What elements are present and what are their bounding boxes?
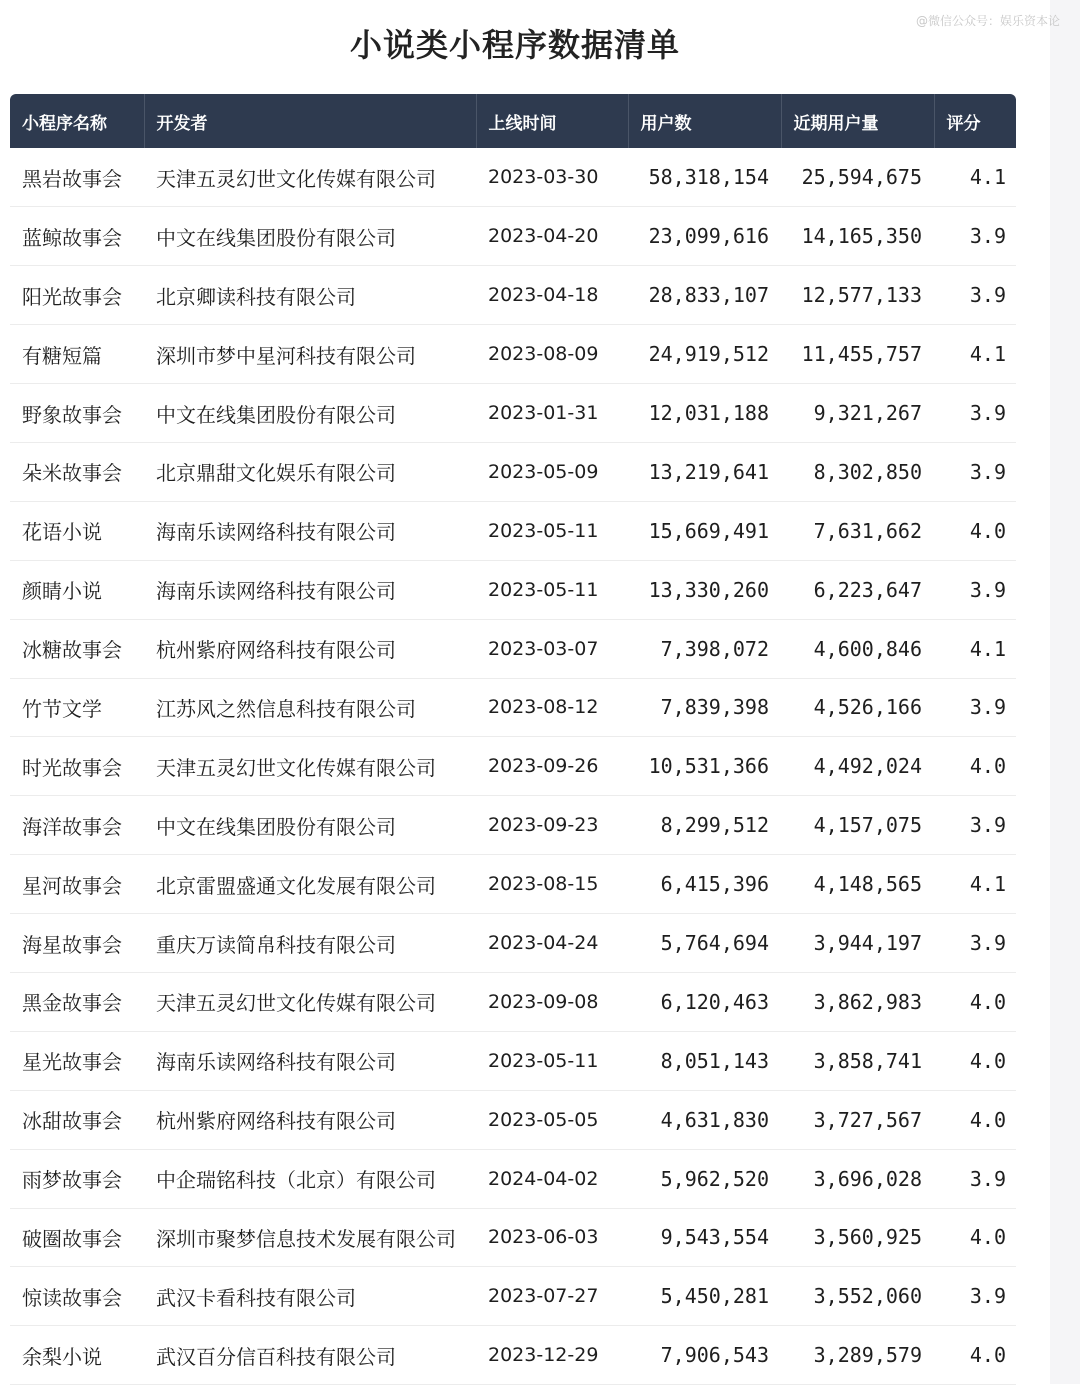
cell-developer: 武汉卡看科技有限公司 xyxy=(156,1285,356,1310)
cell-rating: 4.1 xyxy=(969,165,1006,190)
cell-rating: 4.0 xyxy=(969,989,1006,1014)
cell-users: 28,833,107 xyxy=(648,283,769,308)
cell-developer: 深圳市聚梦信息技术发展有限公司 xyxy=(156,1226,456,1251)
cell-name: 破圈故事会 xyxy=(22,1226,122,1251)
cell-launch-date: 2024-04-02 xyxy=(488,1167,599,1190)
table-row xyxy=(10,1267,1016,1326)
cell-launch-date: 2023-07-27 xyxy=(488,1285,599,1308)
cell-name: 冰甜故事会 xyxy=(22,1109,122,1134)
table-row xyxy=(10,1031,1016,1090)
cell-developer: 天津五灵幻世文化传媒有限公司 xyxy=(156,991,436,1016)
cell-launch-date: 2023-05-11 xyxy=(488,519,599,542)
cell-launch-date: 2023-08-15 xyxy=(488,873,599,896)
cell-launch-date: 2023-09-08 xyxy=(488,990,599,1013)
cell-developer: 中文在线集团股份有限公司 xyxy=(156,225,396,250)
cell-recent-users: 6,223,647 xyxy=(813,577,922,602)
cell-developer: 北京卿读科技有限公司 xyxy=(156,284,356,309)
cell-name: 星河故事会 xyxy=(22,873,122,898)
cell-launch-date: 2023-06-03 xyxy=(488,1226,599,1249)
cell-rating: 3.9 xyxy=(969,283,1006,308)
cell-name: 雨梦故事会 xyxy=(22,1168,122,1193)
cell-rating: 3.9 xyxy=(969,401,1006,425)
cell-users: 5,962,520 xyxy=(660,1166,769,1191)
table-row xyxy=(10,1208,1016,1267)
cell-name: 余梨小说 xyxy=(22,1344,102,1369)
table-row xyxy=(10,1090,1016,1149)
cell-name: 海星故事会 xyxy=(22,932,122,957)
cell-recent-users: 12,577,133 xyxy=(801,283,922,308)
cell-recent-users: 7,631,662 xyxy=(813,518,922,543)
table-row xyxy=(10,1149,1016,1208)
cell-launch-date: 2023-04-18 xyxy=(488,284,599,307)
table-row xyxy=(10,325,1016,384)
cell-developer: 中文在线集团股份有限公司 xyxy=(156,402,396,427)
table-row xyxy=(10,796,1016,855)
cell-recent-users: 4,600,846 xyxy=(813,636,922,661)
cell-developer: 杭州紫府网络科技有限公司 xyxy=(156,1109,396,1134)
cell-recent-users: 8,302,850 xyxy=(813,459,922,484)
cell-name: 蓝鲸故事会 xyxy=(22,225,122,250)
cell-launch-date: 2023-09-26 xyxy=(488,755,599,778)
cell-developer: 江苏风之然信息科技有限公司 xyxy=(156,696,416,721)
cell-name: 黑岩故事会 xyxy=(22,166,122,191)
table-row xyxy=(10,678,1016,737)
cell-users: 8,299,512 xyxy=(660,813,769,838)
cell-rating: 4.0 xyxy=(969,754,1006,779)
cell-rating: 4.0 xyxy=(969,1048,1006,1073)
cell-launch-date: 2023-03-30 xyxy=(488,166,599,189)
table-row xyxy=(10,148,1016,207)
cell-rating: 4.0 xyxy=(969,1225,1006,1250)
cell-recent-users: 4,157,075 xyxy=(813,813,922,838)
header-rating: 评分 xyxy=(946,113,981,134)
data-table-container xyxy=(10,94,1016,1385)
cell-developer: 深圳市梦中星河科技有限公司 xyxy=(156,343,416,368)
cell-recent-users: 3,727,567 xyxy=(813,1107,922,1132)
cell-developer: 北京雷盟盛通文化发展有限公司 xyxy=(156,873,436,898)
cell-recent-users: 3,552,060 xyxy=(813,1284,922,1309)
cell-users: 23,099,616 xyxy=(648,224,769,249)
cell-developer: 海南乐读网络科技有限公司 xyxy=(156,520,396,545)
cell-rating: 3.9 xyxy=(969,931,1006,956)
cell-name: 黑金故事会 xyxy=(22,991,122,1016)
cell-recent-users: 3,560,925 xyxy=(813,1225,922,1250)
cell-users: 58,318,154 xyxy=(648,165,769,190)
cell-recent-users: 4,526,166 xyxy=(813,695,922,720)
data-table xyxy=(10,94,1016,1385)
cell-users: 13,330,260 xyxy=(648,577,769,602)
cell-users: 5,450,281 xyxy=(660,1284,769,1309)
table-row xyxy=(10,207,1016,266)
cell-launch-date: 2023-03-07 xyxy=(488,637,599,660)
cell-developer: 天津五灵幻世文化传媒有限公司 xyxy=(156,755,436,780)
table-row xyxy=(10,266,1016,325)
cell-launch-date: 2023-09-23 xyxy=(488,814,599,837)
cell-developer: 杭州紫府网络科技有限公司 xyxy=(156,638,396,663)
table-header-row xyxy=(10,94,1016,148)
cell-recent-users: 11,455,757 xyxy=(801,342,922,367)
cell-name: 有糖短篇 xyxy=(22,343,102,368)
cell-recent-users: 9,321,267 xyxy=(813,401,922,425)
right-margin-strip xyxy=(1050,0,1080,1384)
header-users: 用户数 xyxy=(628,94,781,148)
cell-rating: 3.9 xyxy=(969,813,1006,838)
cell-launch-date: 2023-08-09 xyxy=(488,343,599,366)
cell-launch-date: 2023-05-11 xyxy=(488,1049,599,1072)
cell-rating: 4.0 xyxy=(969,1343,1006,1368)
cell-rating: 4.0 xyxy=(969,518,1006,543)
cell-rating: 3.9 xyxy=(969,459,1006,484)
table-row xyxy=(10,560,1016,619)
cell-recent-users: 3,289,579 xyxy=(813,1343,922,1368)
cell-name: 星光故事会 xyxy=(22,1050,122,1075)
cell-rating: 3.9 xyxy=(969,1166,1006,1191)
table-row xyxy=(10,384,1016,443)
cell-users: 7,839,398 xyxy=(660,695,769,720)
cell-name: 野象故事会 xyxy=(22,402,122,427)
watermark: @微信公众号：娱乐资本论 xyxy=(915,14,1060,28)
cell-developer: 中文在线集团股份有限公司 xyxy=(156,814,396,839)
cell-name: 阳光故事会 xyxy=(22,284,122,309)
cell-launch-date: 2023-04-20 xyxy=(488,225,599,248)
header-recent-users: 近期用户量 xyxy=(781,94,934,148)
cell-launch-date: 2023-05-11 xyxy=(488,578,599,601)
cell-developer: 天津五灵幻世文化传媒有限公司 xyxy=(156,166,436,191)
cell-developer: 重庆万读简帛科技有限公司 xyxy=(156,932,396,957)
cell-users: 6,415,396 xyxy=(660,872,769,897)
table-row xyxy=(10,972,1016,1031)
cell-users: 4,631,830 xyxy=(660,1107,769,1132)
cell-users: 6,120,463 xyxy=(660,989,769,1014)
table-row xyxy=(10,737,1016,796)
table-row xyxy=(10,855,1016,914)
cell-launch-date: 2023-12-29 xyxy=(488,1344,599,1367)
cell-recent-users: 3,858,741 xyxy=(813,1048,922,1073)
header-developer: 开发者 xyxy=(144,94,476,148)
cell-rating: 4.1 xyxy=(969,636,1006,661)
page-title: 小说类小程序数据清单 xyxy=(349,26,680,64)
cell-developer: 海南乐读网络科技有限公司 xyxy=(156,579,396,604)
cell-recent-users: 3,862,983 xyxy=(813,989,922,1014)
cell-name: 朵米故事会 xyxy=(22,461,122,486)
cell-recent-users: 4,148,565 xyxy=(813,872,922,897)
cell-developer: 中企瑞铭科技（北京）有限公司 xyxy=(156,1168,436,1193)
cell-users: 24,919,512 xyxy=(648,342,769,367)
cell-name: 惊读故事会 xyxy=(22,1285,122,1310)
cell-rating: 3.9 xyxy=(969,1284,1006,1309)
cell-users: 8,051,143 xyxy=(660,1048,769,1073)
cell-users: 9,543,554 xyxy=(660,1225,769,1250)
table-row xyxy=(10,914,1016,973)
cell-users: 7,906,543 xyxy=(660,1343,769,1368)
cell-rating: 4.1 xyxy=(969,872,1006,897)
cell-recent-users: 14,165,350 xyxy=(801,224,922,249)
table-row xyxy=(10,501,1016,560)
cell-launch-date: 2023-08-12 xyxy=(488,696,599,719)
table-row xyxy=(10,619,1016,678)
header-launch-date: 上线时间 xyxy=(476,94,628,148)
table-row xyxy=(10,1326,1016,1385)
cell-launch-date: 2023-05-05 xyxy=(488,1108,599,1131)
cell-name: 时光故事会 xyxy=(22,755,122,780)
table-row xyxy=(10,442,1016,501)
cell-users: 5,764,694 xyxy=(660,931,769,956)
header-name: 小程序名称 xyxy=(10,94,144,148)
cell-users: 12,031,188 xyxy=(648,401,769,425)
cell-name: 竹节文学 xyxy=(22,696,102,721)
table-body xyxy=(10,148,1016,1385)
cell-name: 冰糖故事会 xyxy=(22,638,122,663)
cell-developer: 海南乐读网络科技有限公司 xyxy=(156,1050,396,1075)
cell-launch-date: 2023-04-24 xyxy=(488,932,599,955)
cell-users: 15,669,491 xyxy=(648,518,769,543)
cell-recent-users: 4,492,024 xyxy=(813,754,922,779)
cell-users: 7,398,072 xyxy=(660,636,769,661)
cell-recent-users: 3,696,028 xyxy=(813,1166,922,1191)
cell-rating: 4.0 xyxy=(969,1107,1006,1132)
cell-rating: 3.9 xyxy=(969,577,1006,602)
cell-users: 13,219,641 xyxy=(648,459,769,484)
cell-launch-date: 2023-05-09 xyxy=(488,460,599,483)
cell-name: 海洋故事会 xyxy=(22,814,122,839)
cell-launch-date: 2023-01-31 xyxy=(488,402,599,424)
cell-recent-users: 25,594,675 xyxy=(801,165,922,190)
cell-name: 颜睛小说 xyxy=(22,579,102,604)
cell-users: 10,531,366 xyxy=(648,754,769,779)
cell-rating: 4.1 xyxy=(969,342,1006,367)
cell-recent-users: 3,944,197 xyxy=(813,931,922,956)
cell-developer: 北京鼎甜文化娱乐有限公司 xyxy=(156,461,396,486)
cell-rating: 3.9 xyxy=(969,224,1006,249)
cell-name: 花语小说 xyxy=(22,520,102,545)
cell-developer: 武汉百分信百科技有限公司 xyxy=(156,1344,396,1369)
cell-rating: 3.9 xyxy=(969,695,1006,720)
